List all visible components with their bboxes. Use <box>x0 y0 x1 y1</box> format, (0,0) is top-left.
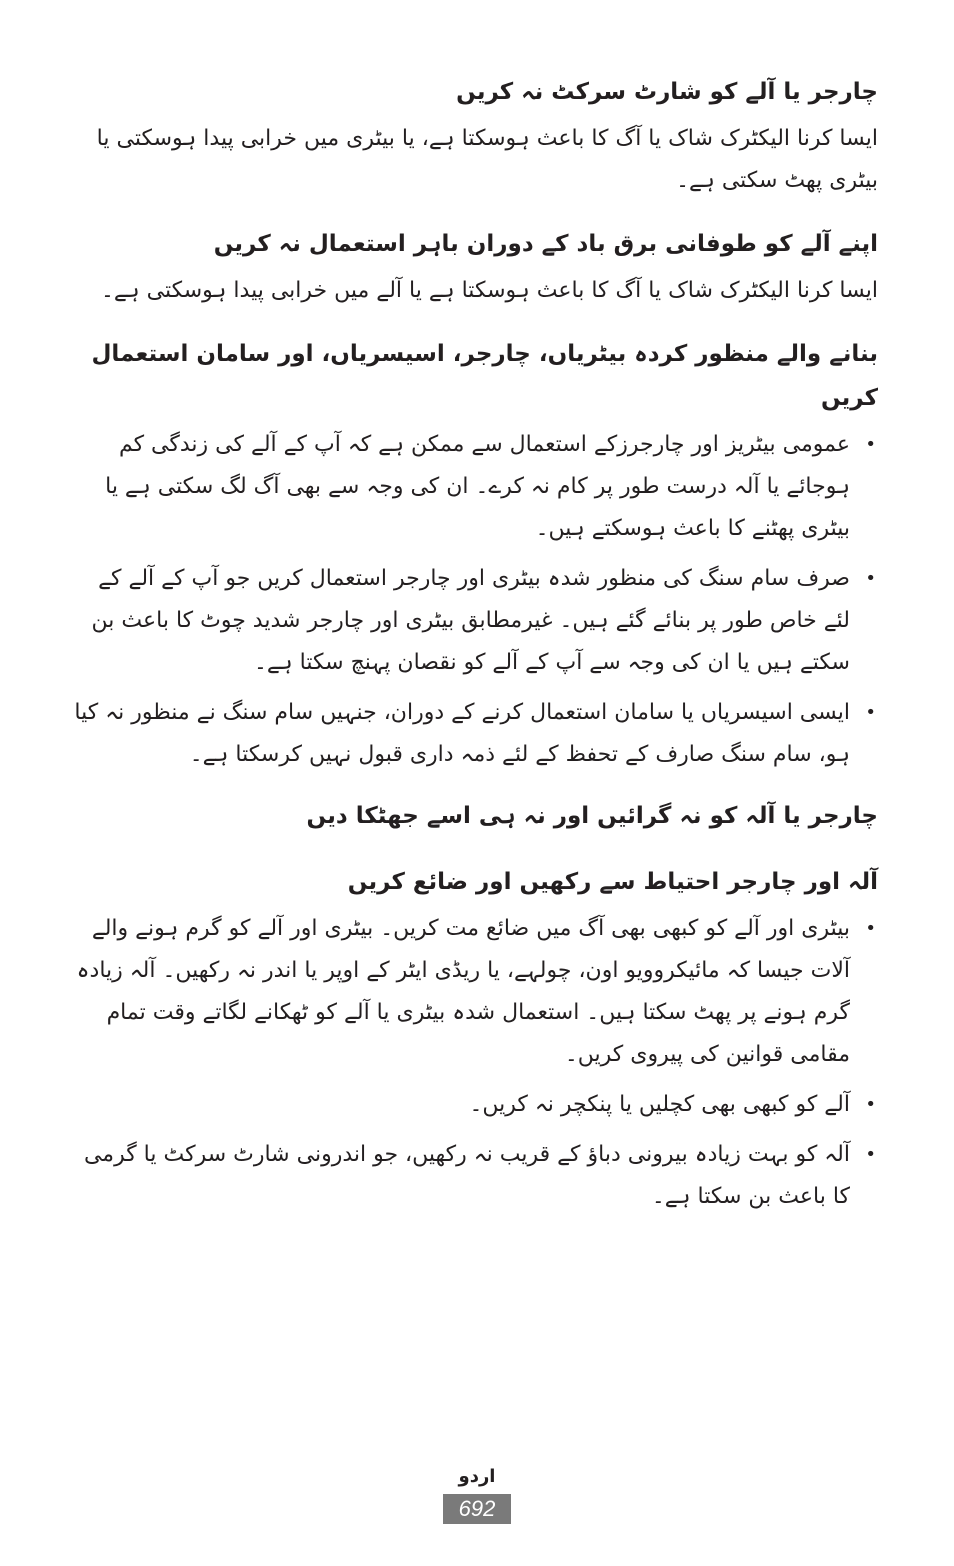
approved-accessories-list <box>72 424 878 776</box>
list-item <box>72 1134 878 1218</box>
page-number: 692 <box>443 1494 511 1524</box>
list-item-text: ایسی اسیسریاں یا سامان استعمال کرنے کے دوران، جنہیں سام سنگ نے منظور نہ کیا ہو، سام سنگ صارف کے تحفظ کے لئے ذمہ داری قبول نہیں کرسکتا ہے۔ <box>74 700 850 767</box>
list-item <box>72 1084 878 1126</box>
footer-language-label: اردو <box>458 1466 496 1487</box>
document-body <box>72 70 878 1236</box>
section-paragraph-short-circuit: ایسا کرنا الیکٹرک شاک یا آگ کا باعث ہوسکتا ہے، یا بیٹری میں خرابی پیدا ہوسکتی یا بیٹری پھٹ سکتی ہے۔ <box>96 126 878 193</box>
bullet-icon: • <box>865 434 876 455</box>
bullet-icon: • <box>865 568 876 589</box>
section-heading-approved-accessories: بنانے والے منظور کردہ بیٹریاں، چارجر، اسیسریاں، اور سامان استعمال کریں <box>91 341 878 411</box>
section-heading-thunderstorm: اپنے آلے کو طوفانی برق باد کے دوران باہر استعمال نہ کریں <box>213 231 878 257</box>
section-heading-drop: چارجر یا آلہ کو نہ گرائیں اور نہ ہی اسے جھٹکا دیں <box>306 803 878 829</box>
bullet-icon: • <box>865 702 876 723</box>
disposal-list <box>72 908 878 1218</box>
bullet-icon: • <box>865 1144 876 1165</box>
list-item-text: صرف سام سنگ کی منظور شدہ بیٹری اور چارجر استعمال کریں جو آپ کے آلے کے لئے خاص طور پر بنائے گئے ہیں۔ غیرمطابق بیٹری اور چارجر شدید چوٹ کا باعث بن سکتے ہیں یا ان کی وجہ سے آپ کے آلے کو نقصان پہنچ سکتا ہے۔ <box>91 566 850 675</box>
bullet-icon: • <box>865 918 876 939</box>
list-item-text: بیٹری اور آلے کو کبھی بھی آگ میں ضائع مت کریں۔ بیٹری اور آلے کو گرم ہونے والے آلات جیسا کہ مائیکروویو اون، چولہے، یا ریڈی ایٹر کے اوپر یا اندر نہ رکھیں۔ آلہ زیادہ گرم ہونے پر پھٹ سکتا ہیں۔ استعمال شدہ بیٹری یا آلے کو ٹھکانے لگاتے وقت تمام مقامی قوانین کی پیروی کریں۔ <box>76 916 850 1067</box>
page-footer <box>0 1462 954 1524</box>
list-item <box>72 558 878 684</box>
list-item <box>72 424 878 550</box>
list-item-text: آلے کو کبھی بھی کچلیں یا پنکچر نہ کریں۔ <box>469 1092 850 1117</box>
section-spacer <box>72 842 878 860</box>
section-paragraph-thunderstorm: ایسا کرنا الیکٹرک شاک یا آگ کا باعث ہوسکتا ہے یا آلے میں خرابی پیدا ہوسکتی ہے۔ <box>100 278 878 303</box>
list-item <box>72 692 878 776</box>
section-heading-short-circuit: چارجر یا آلے کو شارٹ سرکٹ نہ کریں <box>456 79 878 105</box>
bullet-icon: • <box>865 1094 876 1115</box>
list-item-text: عمومی بیٹریز اور چارجرزکے استعمال سے ممکن ہے کہ آپ کے آلے کی زندگی کم ہوجائے یا آلہ درست طور پر کام نہ کرے۔ ان کی وجہ سے بھی آگ لگ سکتی ہے یا بیٹری پھٹنے کا باعث ہوسکتے ہیں۔ <box>105 432 850 541</box>
list-item <box>72 908 878 1076</box>
section-heading-disposal: آلہ اور چارجر احتیاط سے رکھیں اور ضائع کریں <box>347 869 878 895</box>
list-item-text: آلہ کو بہت زیادہ بیرونی دباؤ کے قریب نہ رکھیں، جو اندرونی شارٹ سرکٹ یا گرمی کا باعث بن سکتا ہے۔ <box>83 1142 850 1209</box>
